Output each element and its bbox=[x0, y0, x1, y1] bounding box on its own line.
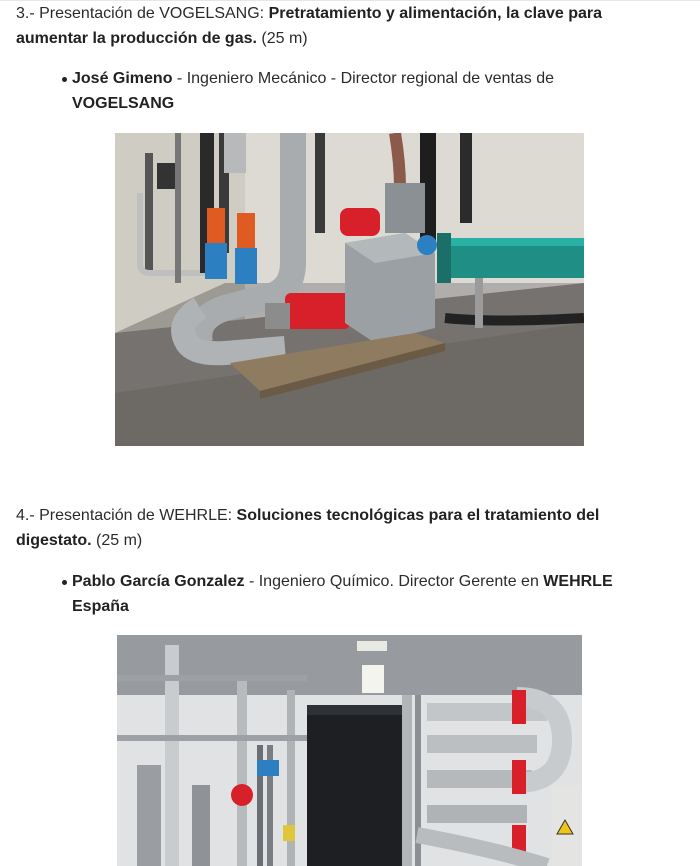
speaker-role: - Ingeniero Químico. Director Gerente en bbox=[244, 573, 544, 590]
plant-photo bbox=[117, 635, 582, 866]
section-wehrle bbox=[16, 503, 676, 553]
heading-title: Pretratamiento y alimentación, la clave para aumentar la producción de gas. bbox=[16, 5, 603, 47]
speaker-text bbox=[72, 569, 656, 619]
speaker-role: - Ingeniero Mecánico - Director regional de ventas de bbox=[172, 70, 555, 87]
treatment-plant-pipes-photo-icon bbox=[117, 635, 582, 866]
bullet-icon bbox=[62, 580, 67, 585]
speaker-item bbox=[56, 569, 656, 619]
heading-duration: (25 m) bbox=[91, 532, 143, 549]
speaker-name: Pablo García Gonzalez bbox=[72, 573, 245, 590]
bullet-icon bbox=[62, 77, 67, 82]
heading-prefix: 3.- Presentación de VOGELSANG: bbox=[16, 5, 269, 22]
speaker-company: WEHRLE España bbox=[72, 573, 613, 615]
section-heading bbox=[16, 503, 676, 553]
speaker-item bbox=[56, 66, 656, 116]
pump-photo bbox=[115, 133, 584, 446]
section-vogelsang bbox=[16, 1, 676, 51]
heading-title: Soluciones tecnológicas para el tratamiento del digestato. bbox=[16, 507, 600, 549]
section-heading bbox=[16, 1, 676, 51]
heading-prefix: 4.- Presentación de WEHRLE: bbox=[16, 507, 237, 524]
speaker-name: José Gimeno bbox=[72, 70, 173, 87]
heading-duration: (25 m) bbox=[256, 30, 308, 47]
industrial-pump-photo-icon bbox=[115, 133, 584, 446]
speaker-company: VOGELSANG bbox=[72, 95, 175, 112]
speaker-text bbox=[72, 66, 656, 116]
